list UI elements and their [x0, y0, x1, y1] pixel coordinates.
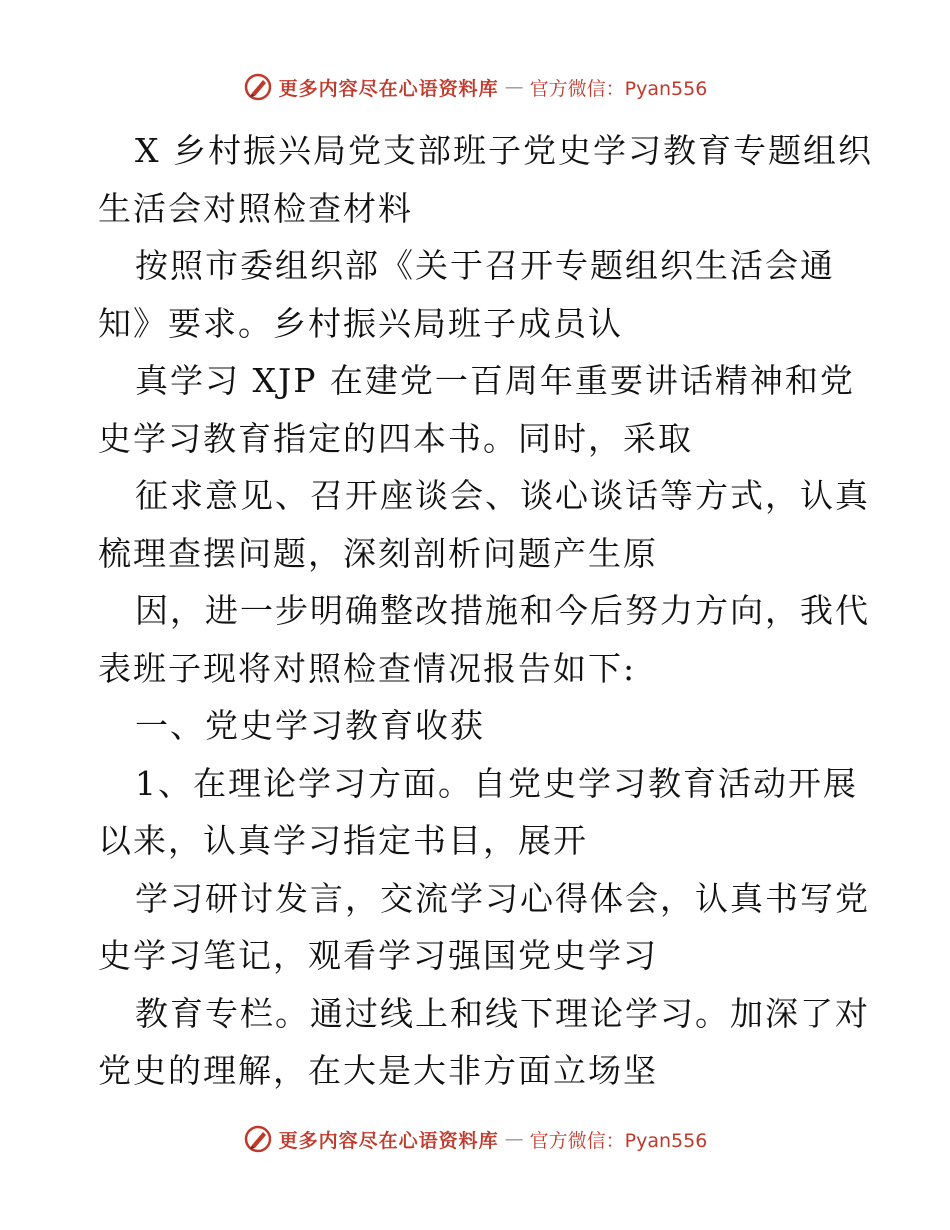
pen-logo-icon — [243, 72, 273, 102]
text-line: 按照市委组织部《关于召开专题组织生活会通 — [135, 246, 835, 285]
pen-logo-icon — [243, 1124, 273, 1154]
document-body — [98, 122, 873, 1100]
text-line: 学习研讨发言，交流学习心得体会，认真书写党 — [135, 878, 870, 918]
watermark-text: 更多内容尽在心语资料库 — [278, 77, 499, 100]
text-line: 史学习教育指定的四本书。同时，采取 — [98, 418, 693, 458]
text-line: 表班子现将对照检查情况报告如下: — [98, 648, 637, 688]
text-line: 以来，认真学习指定书目，展开 — [98, 821, 588, 860]
text-line: 教育专栏。通过线上和线下理论学习。加深了对 — [135, 993, 870, 1033]
text-line: 因，进一步明确整改措施和今后努力方向，我代 — [135, 591, 870, 630]
section-heading: 一、党史学习教育收获 — [135, 706, 485, 745]
watermark-contact: 官方微信：Pyan556 — [529, 1129, 708, 1152]
title-line-1: X 乡村振兴局党支部班子党史学习教育专题组织 — [135, 131, 873, 170]
text-line: 党史的理解，在大是大非方面立场坚 — [98, 1051, 658, 1090]
title-line-2: 生活会对照检查材料 — [98, 188, 413, 228]
watermark-dash: — — [504, 76, 524, 98]
text-line: 真学习 XJP 在建党一百周年重要讲话精神和党 — [135, 361, 855, 400]
text-line: 史学习笔记，观看学习强国党史学习 — [98, 936, 658, 975]
text-line: 知》要求。乡村振兴局班子成员认 — [98, 303, 623, 343]
text-line: 梳理查摆问题，深刻剖析问题产生原 — [98, 533, 658, 573]
watermark-contact: 官方微信：Pyan556 — [529, 77, 708, 100]
text-line: 1、在理论学习方面。自党史学习教育活动开展 — [135, 763, 858, 803]
watermark-text: 更多内容尽在心语资料库 — [278, 1129, 499, 1152]
footer-watermark — [0, 1124, 950, 1154]
header-watermark — [0, 72, 950, 102]
watermark-dash: — — [504, 1128, 524, 1150]
text-line: 征求意见、召开座谈会、谈心谈话等方式，认真 — [135, 476, 870, 515]
